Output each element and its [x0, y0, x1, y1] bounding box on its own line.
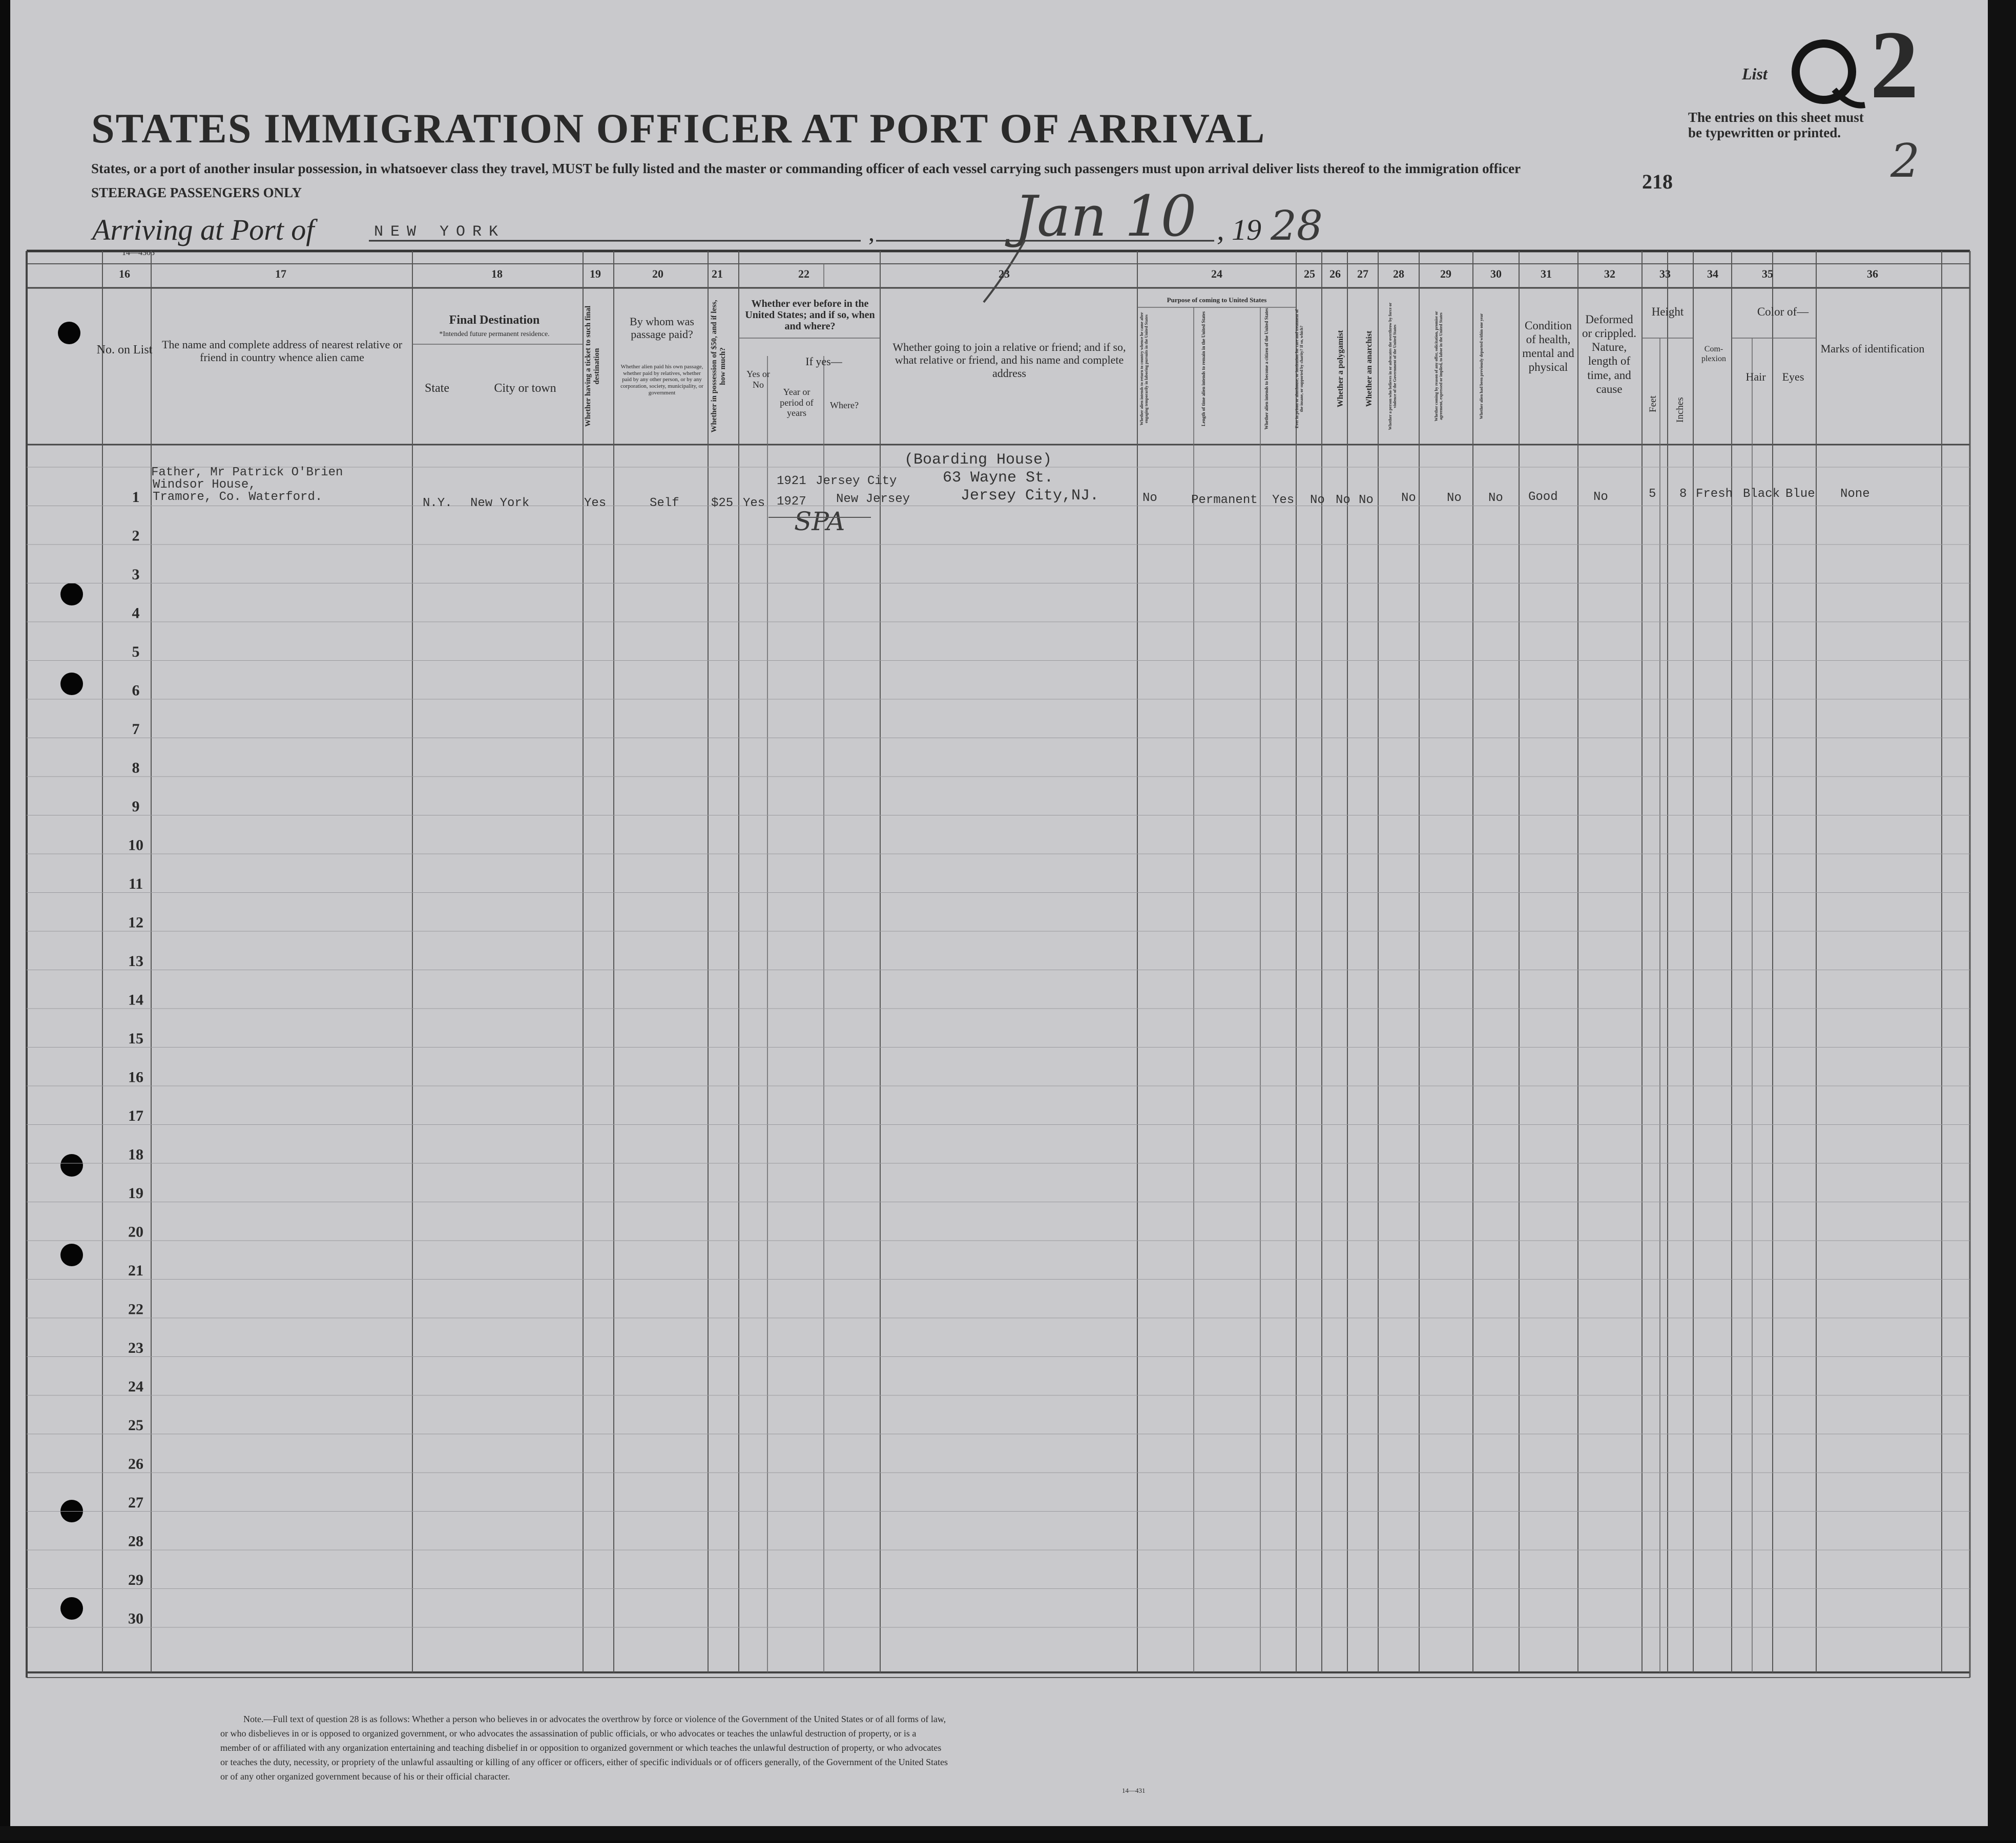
row-number: 19	[128, 1185, 143, 1202]
header-state: State	[425, 382, 449, 395]
entry-city: New York	[470, 496, 530, 510]
arriving-label: Arriving at Port of	[92, 213, 315, 246]
header-color-of: Color of—	[1757, 305, 1809, 318]
punch-hole-icon	[58, 322, 80, 344]
header-health: Condition of health, mental and physical	[1522, 319, 1574, 374]
row-number: 20	[128, 1223, 143, 1241]
header-year-period: Year or period of years	[780, 387, 814, 418]
svg-text:,: ,	[868, 219, 875, 246]
entry-citizen: Yes	[1272, 493, 1295, 507]
punch-hole-icon	[60, 1244, 83, 1266]
entry-relative-line-2: Windsor House,	[153, 478, 256, 492]
header-purpose-length: Length of time alien intends to remain in the United States	[1201, 311, 1206, 427]
header-where: Where?	[830, 400, 859, 410]
row-number: 27	[128, 1494, 143, 1511]
entry-hair: Black	[1743, 487, 1780, 501]
header-yes-no: Yes or No	[746, 369, 770, 390]
header-polygamist: Whether a polygamist	[1336, 330, 1345, 408]
entry-q29: No	[1447, 491, 1462, 505]
column-number: 30	[1490, 267, 1502, 280]
entry-deformed: No	[1593, 490, 1608, 504]
column-number: 22	[798, 267, 809, 280]
column-number: 18	[491, 267, 503, 280]
entry-inches: 8	[1679, 487, 1687, 501]
row-number: 25	[128, 1417, 143, 1434]
corner-handwritten-mark: 2	[1890, 134, 1920, 188]
column-number: 36	[1867, 267, 1878, 280]
entry-annotation: SPA	[794, 507, 845, 536]
arrival-date: Jan 10	[1014, 183, 1197, 249]
row-number: 10	[128, 836, 143, 854]
entry-complexion: Fresh	[1696, 487, 1733, 501]
row-number: 2	[132, 527, 140, 544]
header-by-whom-note: Whether alien paid his own passage, whether paid by relatives, whether paid by any other person, or by any corporation, society, municipality, or government	[620, 364, 703, 396]
entry-prison: No	[1310, 493, 1325, 507]
entry-where-1: Jersey City	[816, 474, 897, 488]
row-number: 3	[132, 566, 140, 583]
footer-note-line-3: member of or affiliated with any organization entertaining and teaching disbelief in or opposition to organized government or which teaches the unlawful destruction of property, or who advocates	[220, 1743, 942, 1753]
row-number: 28	[128, 1533, 143, 1550]
header-marks: Marks of identification	[1820, 342, 1925, 355]
entry-where-2: New Jersey	[836, 492, 910, 506]
header-question-29: Whether coming by reason of any offer, solicitation, promise or agreement, expressed or implied, to labor in the United States	[1434, 311, 1443, 422]
row-number: 8	[132, 759, 140, 777]
form-subtitle: States, or a port of another insular possession, in whatsoever class they travel, MUST be fully listed and the master or commanding officer of each vessel carrying such passengers must upon arrival deliver lists thereof to the immigration officer	[91, 161, 1521, 176]
row-number: 11	[128, 875, 143, 892]
row-number: 30	[128, 1610, 143, 1627]
entry-anarchist: No	[1359, 493, 1374, 507]
column-number: 17	[275, 267, 286, 280]
header-purpose-citizen: Whether alien intends to become a citizen of the United States	[1264, 308, 1269, 430]
row-number: 5	[132, 643, 140, 660]
header-eyes: Eyes	[1782, 370, 1804, 383]
sheet-number: 218	[1642, 170, 1673, 193]
form-code: 14—4305	[122, 248, 155, 257]
entry-paid-by: Self	[650, 496, 679, 510]
header-no-on-list: No. on List	[96, 343, 153, 357]
year-prefix: , 19	[1217, 213, 1261, 246]
punch-hole-icon	[60, 1154, 83, 1177]
header-join-relative: Whether going to join a relative or friend; and if so, what relative or friend, and his name and complete address	[892, 341, 1126, 380]
port-name: NEW YORK	[374, 223, 506, 241]
row-number: 16	[128, 1069, 143, 1086]
row-number: 14	[128, 991, 143, 1009]
row-number: 18	[128, 1146, 143, 1163]
row-number: 6	[132, 682, 140, 699]
entry-eyes: Blue	[1785, 487, 1815, 501]
list-label: List	[1742, 65, 1768, 83]
header-question-28: Whether a person who believes in or advocates the overthrow by force or violence of the Government of the United States	[1388, 302, 1397, 430]
column-number: 24	[1211, 267, 1222, 280]
row-number: 1	[132, 489, 140, 506]
column-number: 23	[999, 267, 1010, 280]
column-number: 25	[1304, 267, 1315, 280]
entry-return: No	[1142, 491, 1157, 505]
entry-join-line-1: (Boarding House)	[904, 451, 1052, 469]
header-ticket: Whether having a ticket to such final destination	[584, 305, 601, 427]
entry-join-line-3: Jersey City,NJ.	[961, 487, 1099, 505]
list-number: 2	[1870, 11, 1919, 119]
entry-before-us: Yes	[743, 496, 765, 510]
steerage-label: STEERAGE PASSENGERS ONLY	[91, 185, 302, 200]
punch-hole-icon	[60, 673, 83, 695]
entry-years-2: 1927	[777, 495, 806, 509]
entry-years-1: 1921	[777, 474, 806, 488]
header-final-destination: Final Destination	[449, 313, 540, 327]
header-hair: Hair	[1745, 370, 1766, 383]
column-number: 34	[1707, 267, 1718, 280]
entry-q30: No	[1488, 491, 1503, 505]
entry-q28: No	[1401, 491, 1416, 505]
column-number: 33	[1659, 267, 1671, 280]
column-number: 31	[1541, 267, 1552, 280]
year-suffix: 28	[1271, 202, 1323, 249]
column-number: 29	[1440, 267, 1451, 280]
row-number: 29	[128, 1572, 143, 1588]
row-number: 7	[132, 721, 140, 738]
column-number: 26	[1329, 267, 1341, 280]
header-relative: The name and complete address of nearest relative or friend in country whence alien came	[161, 338, 403, 364]
header-complexion: Com-plexion	[1701, 345, 1726, 364]
header-feet: Feet	[1648, 395, 1658, 412]
row-number: 13	[128, 953, 143, 970]
header-if-yes: If yes—	[805, 355, 842, 368]
header-purpose: Purpose of coming to United States	[1167, 296, 1267, 304]
footer-code: 14—431	[1122, 1787, 1146, 1794]
entry-polygamist: No	[1336, 493, 1350, 507]
entry-ticket: Yes	[584, 496, 607, 510]
column-number: 21	[712, 267, 723, 280]
column-number: 28	[1393, 267, 1404, 280]
row-number: 15	[128, 1030, 143, 1047]
header-by-whom: By whom was passage paid?	[630, 315, 694, 341]
entry-money: $25	[711, 496, 734, 510]
footer-note-line-4: or teaches the duty, necessity, or propriety of the unlawful assaulting or killing of any officer or officers, either of specific individuals or of officers generally, of the Government of the United States	[220, 1757, 948, 1767]
column-number: 27	[1357, 267, 1368, 280]
punch-hole-icon	[60, 1597, 83, 1620]
row-number: 23	[128, 1339, 143, 1356]
header-purpose-return: Whether alien intends to return to country whence he came after engaging temporarily in laboring pursuits in the United States	[1139, 312, 1149, 426]
footer-note-line-1: Note.—Full text of question 28 is as follows: Whether a person who believes in or advocates the overthrow by force or violence of the Government of the United States or of all forms of law,	[243, 1714, 946, 1724]
row-number: 9	[132, 798, 140, 815]
entry-length: Permanent	[1191, 493, 1258, 507]
header-inches: Inches	[1675, 397, 1686, 423]
row-number: 4	[132, 604, 140, 622]
entry-relative-line-3: Tramore, Co. Waterford.	[153, 490, 323, 504]
row-number: 26	[128, 1455, 143, 1473]
form-title: STATES IMMIGRATION OFFICER AT PORT OF ARRIVAL	[91, 105, 1266, 152]
punch-hole-icon	[60, 583, 83, 605]
entry-feet: 5	[1649, 487, 1656, 501]
header-before-us: Whether ever before in the United States; and if so, when and where?	[745, 298, 875, 332]
footer-note-line-2: or who disbelieves in or is opposed to organized government, or who advocates the assassination of public officials, or who advocates or teaches the unlawful destruction of property, or is a	[220, 1728, 917, 1739]
column-number: 16	[119, 267, 130, 280]
row-number: 17	[128, 1107, 143, 1124]
column-number: 20	[652, 267, 663, 280]
header-height: Height	[1651, 305, 1684, 318]
typewritten-note: The entries on this sheet must	[1688, 110, 1864, 125]
row-number: 24	[128, 1378, 143, 1395]
footer-note-line-5: or of any other organized government because of his or their official character.	[220, 1771, 510, 1782]
entry-relative-line-1: Father, Mr Patrick O'Brien	[151, 466, 343, 479]
entry-state: N.Y.	[423, 496, 452, 510]
row-number: 21	[128, 1262, 143, 1279]
header-prison: Ever in prison or almshouse, or institution for care and treatment of the insane, or supported by charity? If so, which?	[1295, 309, 1304, 428]
column-number: 32	[1604, 267, 1615, 280]
header-possession: Whether in possession of $50, and if less, how much?	[710, 300, 727, 433]
entry-marks: None	[1840, 487, 1870, 501]
column-number: 19	[590, 267, 601, 280]
header-anarchist: Whether an anarchist	[1365, 330, 1374, 407]
entry-join-line-2: 63 Wayne St.	[943, 469, 1054, 487]
column-number: 35	[1762, 267, 1773, 280]
header-deformed: Deformed or crippled. Nature, length of time, and cause	[1582, 313, 1636, 395]
typewritten-note-2: be typewritten or printed.	[1688, 125, 1841, 140]
row-number: 22	[128, 1301, 143, 1318]
entry-health: Good	[1528, 490, 1558, 504]
header-final-destination-note: *Intended future permanent residence.	[439, 330, 550, 338]
header-city: City or town	[494, 382, 556, 395]
header-question-30: Whether alien had been previously deported within one year	[1479, 313, 1484, 420]
row-number: 12	[128, 914, 143, 931]
